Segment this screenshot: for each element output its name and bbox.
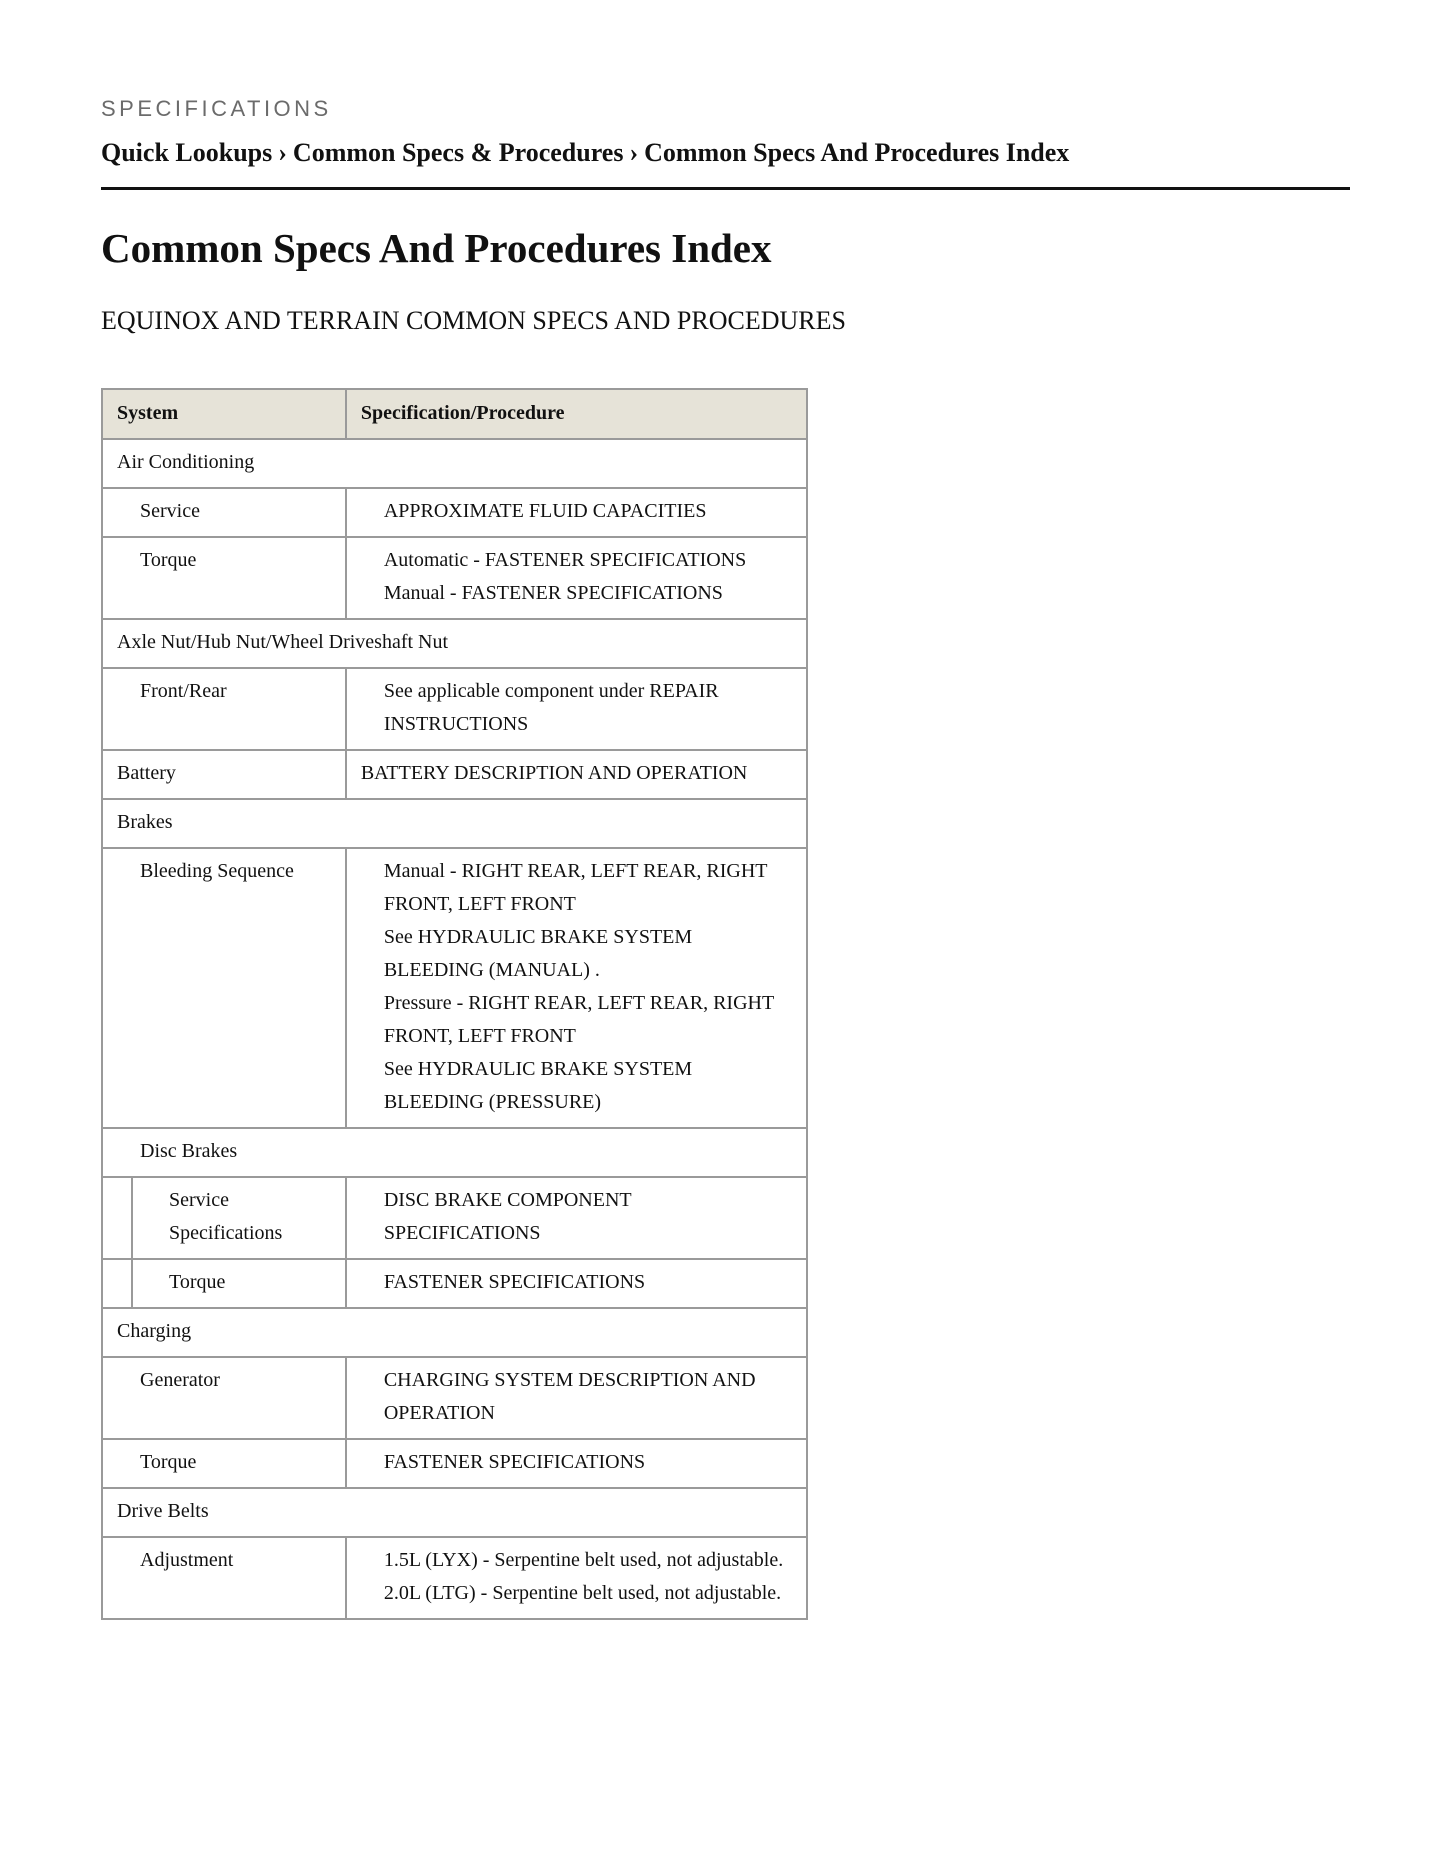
group-axle-nut: Axle Nut/Hub Nut/Wheel Driveshaft Nut	[102, 619, 807, 668]
spec-link[interactable]: Pressure - RIGHT REAR, LEFT REAR, RIGHT FRONT, LEFT FRONT	[383, 992, 774, 1047]
spec-cell	[346, 1357, 807, 1439]
spec-cell	[346, 1439, 807, 1488]
spec-link[interactable]: Automatic - FASTENER SPECIFICATIONS	[383, 549, 747, 571]
table-row	[102, 1488, 807, 1537]
spec-link[interactable]: See HYDRAULIC BRAKE SYSTEM BLEEDING (MANUAL) .	[383, 926, 693, 981]
indent-rail	[102, 1259, 132, 1308]
table-row	[102, 1177, 807, 1259]
system-cell: Service	[102, 488, 346, 537]
spec-cell	[346, 488, 807, 537]
table-row	[102, 668, 807, 750]
spec-cell	[346, 1259, 807, 1308]
group-charging: Charging	[102, 1308, 807, 1357]
breadcrumb-separator: ›	[278, 138, 287, 167]
system-cell: Service Specifications	[132, 1177, 346, 1259]
breadcrumb-separator: ›	[629, 138, 639, 167]
column-header-spec: Specification/Procedure	[346, 389, 807, 439]
table-row	[102, 848, 807, 1128]
system-cell: Adjustment	[102, 1537, 346, 1619]
specs-table	[101, 388, 808, 1620]
system-cell: Bleeding Sequence	[102, 848, 346, 1128]
table-row	[102, 1128, 807, 1177]
table-row	[102, 619, 807, 668]
group-drive-belts: Drive Belts	[102, 1488, 807, 1537]
spec-link[interactable]: CHARGING SYSTEM DESCRIPTION AND OPERATION	[383, 1369, 756, 1424]
spec-link[interactable]: DISC BRAKE COMPONENT SPECIFICATIONS	[383, 1189, 632, 1244]
table-row	[102, 1439, 807, 1488]
table-row	[102, 750, 807, 799]
table-row	[102, 1357, 807, 1439]
spec-link[interactable]: Manual - FASTENER SPECIFICATIONS	[383, 582, 723, 604]
group-brakes: Brakes	[102, 799, 807, 848]
table-row	[102, 1259, 807, 1308]
table-row	[102, 1537, 807, 1619]
header-divider	[101, 187, 1350, 190]
breadcrumb-item-current: Common Specs And Procedures Index	[644, 138, 1070, 167]
page-title: Common Specs And Procedures Index	[101, 225, 772, 271]
breadcrumb-item-quick-lookups[interactable]: Quick Lookups	[101, 138, 273, 167]
spec-link[interactable]: FASTENER SPECIFICATIONS	[383, 1451, 646, 1473]
system-cell: Torque	[102, 537, 346, 619]
spec-cell	[346, 1177, 807, 1259]
spec-link[interactable]: BATTERY DESCRIPTION AND OPERATION	[360, 762, 748, 784]
system-cell: Front/Rear	[102, 668, 346, 750]
system-cell: Battery	[102, 750, 346, 799]
group-air-conditioning: Air Conditioning	[102, 439, 807, 488]
indent-rail	[102, 1177, 132, 1259]
section-label: SPECIFICATIONS	[101, 96, 332, 121]
spec-cell	[346, 537, 807, 619]
system-cell: Generator	[102, 1357, 346, 1439]
table-row	[102, 1308, 807, 1357]
system-cell: Torque	[102, 1439, 346, 1488]
system-cell: Torque	[132, 1259, 346, 1308]
spec-link[interactable]: FASTENER SPECIFICATIONS	[383, 1271, 646, 1293]
breadcrumb	[101, 138, 1351, 168]
page-subtitle: EQUINOX AND TERRAIN COMMON SPECS AND PROCEDURES	[101, 306, 846, 335]
spec-link[interactable]: See applicable component under REPAIR INSTRUCTIONS	[383, 680, 719, 735]
spec-cell	[346, 848, 807, 1128]
table-row	[102, 799, 807, 848]
spec-link[interactable]: Manual - RIGHT REAR, LEFT REAR, RIGHT FRONT, LEFT FRONT	[383, 860, 768, 915]
spec-link[interactable]: 2.0L (LTG) - Serpentine belt used, not adjustable.	[383, 1582, 782, 1604]
spec-link[interactable]: 1.5L (LYX) - Serpentine belt used, not adjustable.	[383, 1549, 784, 1571]
table-row	[102, 537, 807, 619]
spec-link[interactable]: APPROXIMATE FLUID CAPACITIES	[383, 500, 707, 522]
spec-cell	[346, 1537, 807, 1619]
spec-cell	[346, 668, 807, 750]
table-header-row	[102, 389, 807, 439]
column-header-system: System	[102, 389, 346, 439]
breadcrumb-item-common-specs[interactable]: Common Specs & Procedures	[292, 138, 624, 167]
table-row	[102, 488, 807, 537]
subgroup-disc-brakes: Disc Brakes	[102, 1128, 807, 1177]
spec-cell	[346, 750, 807, 799]
spec-link[interactable]: See HYDRAULIC BRAKE SYSTEM BLEEDING (PRESSURE)	[383, 1058, 693, 1113]
table-row	[102, 439, 807, 488]
